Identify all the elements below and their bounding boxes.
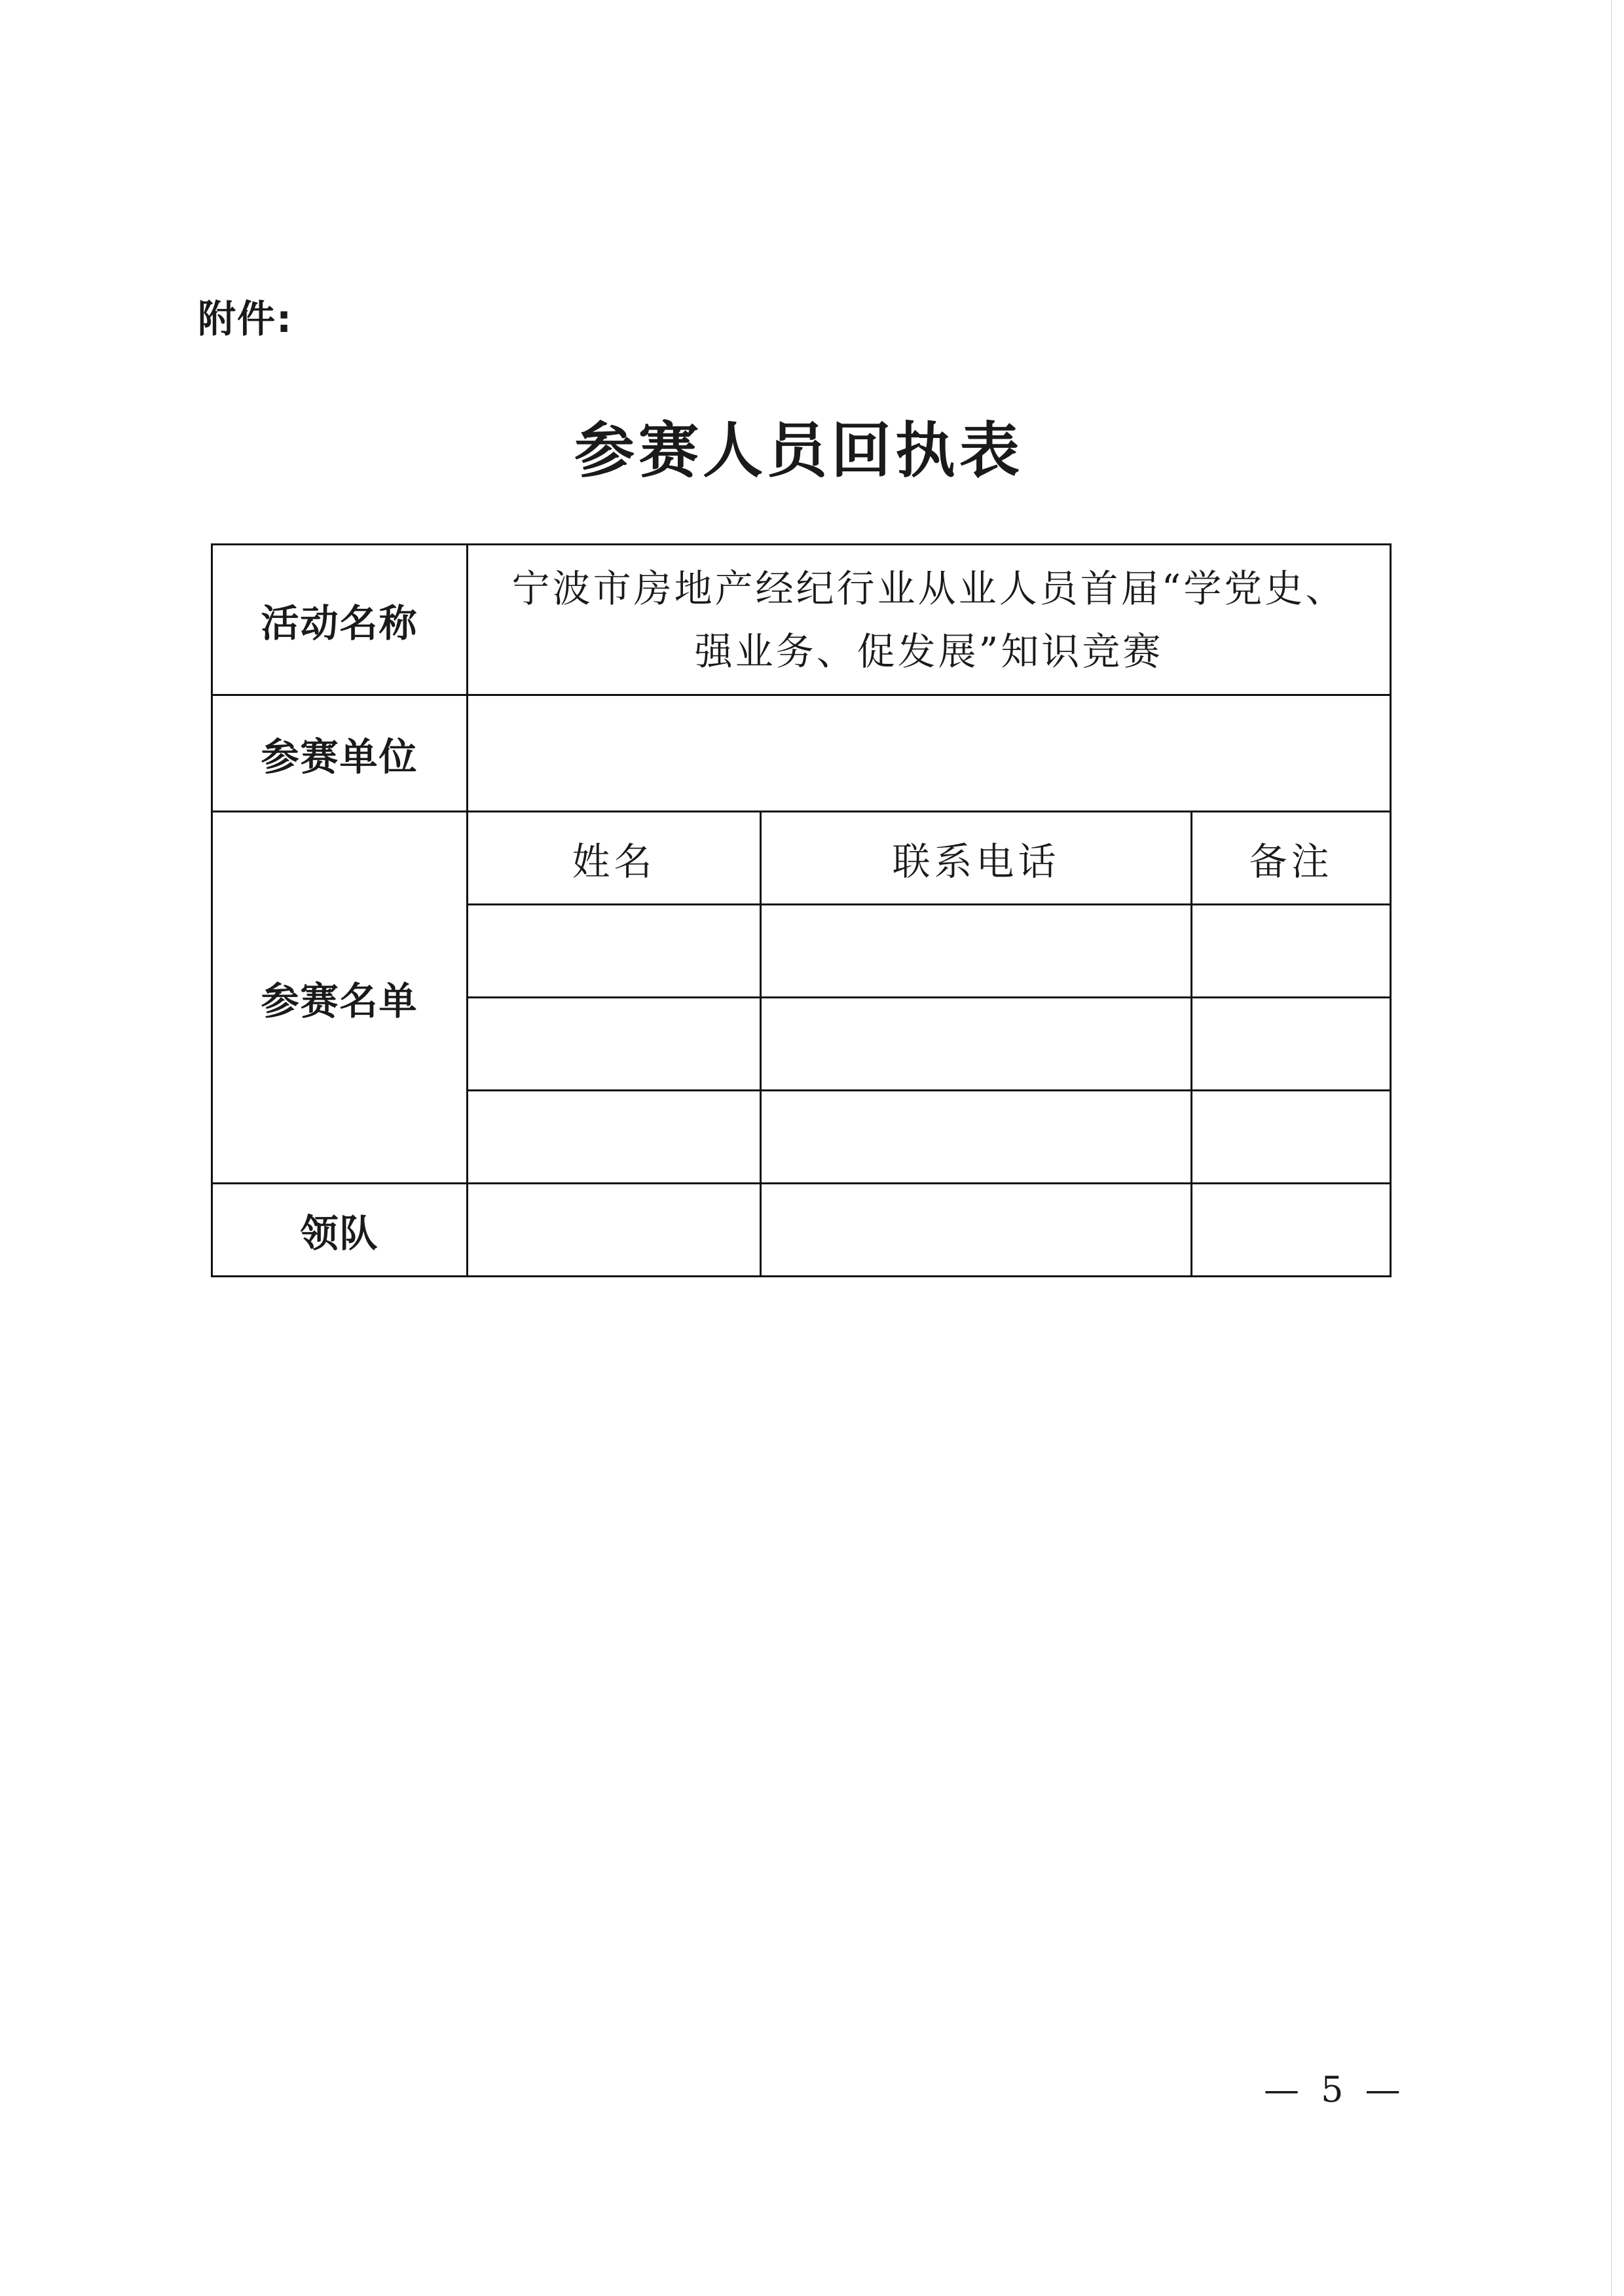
attachment-label: 附件: [198,297,293,341]
roster-remarks-cell[interactable] [1192,1091,1391,1184]
column-header-remarks: 备注 [1192,812,1391,905]
roster-header-row [212,812,1391,905]
roster-phone-cell[interactable] [761,905,1192,998]
column-header-phone: 联系电话 [761,812,1192,905]
activity-row [212,545,1391,695]
unit-row [212,695,1391,812]
roster-phone-cell[interactable] [761,1091,1192,1184]
roster-name-cell[interactable] [468,998,761,1091]
leader-remarks-cell[interactable] [1192,1184,1391,1277]
team-leader-label: 领队 [212,1184,468,1277]
participating-unit-label: 参赛单位 [212,695,468,812]
leader-phone-cell[interactable] [761,1184,1192,1277]
roster-phone-cell[interactable] [761,998,1192,1091]
receipt-form-table [211,543,1392,1277]
roster-label: 参赛名单 [212,812,468,1184]
activity-name-line-1: 宁波市房地产经纪行业从业人员首届“学党史、 [511,566,1346,611]
roster-remarks-cell[interactable] [1192,905,1391,998]
column-header-name: 姓名 [468,812,761,905]
page-edge-shadow [1611,0,1612,2296]
page-number: — 5 — [1264,2069,1406,2110]
activity-name-label: 活动名称 [212,545,468,695]
roster-remarks-cell[interactable] [1192,998,1391,1091]
activity-name-value [468,545,1391,695]
roster-name-cell[interactable] [468,1091,761,1184]
leader-name-cell[interactable] [468,1184,761,1277]
participating-unit-field[interactable] [468,695,1391,812]
activity-name-line-2: 强业务、促发展”知识竞赛 [694,629,1164,674]
document-title: 参赛人员回执表 [574,415,1024,486]
leader-row [212,1184,1391,1277]
roster-name-cell[interactable] [468,905,761,998]
